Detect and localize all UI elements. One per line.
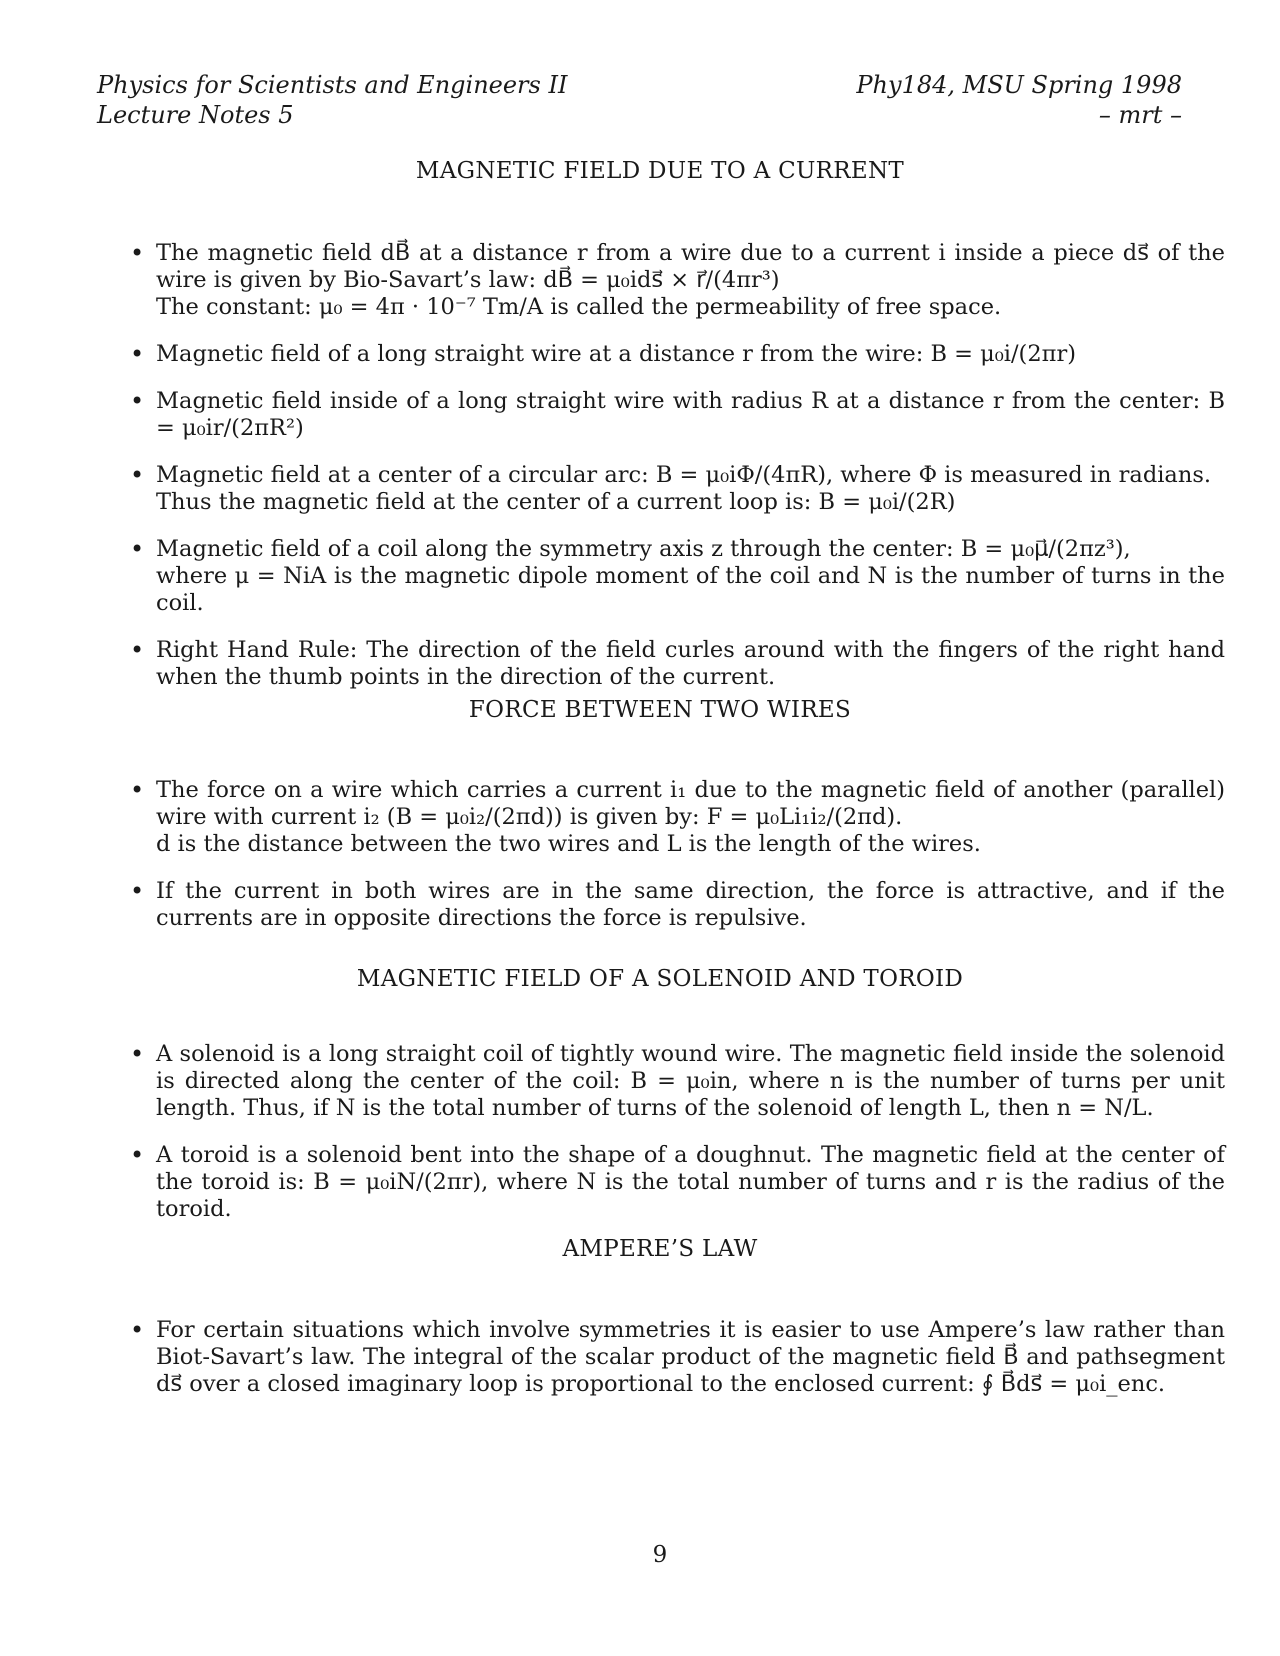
force-formula-text: • The force on a wire which carries a current i₁ due to the magnetic field of another (parallel) wire with current i₂ (B = μ₀i₂/(2πd)) is given by: F = μ₀Li₁i₂/(2πd).	[156, 777, 1225, 830]
list-item	[130, 1142, 1225, 1223]
solenoid-text: A solenoid is a long straight coil of tightly wound wire. The magnetic field inside the solenoid is directed along the center of the coil: B = μ₀in, where n is the number of turns per unit length. Thus, if N is the total number of turns of the solenoid of length L, then n = N/L.	[156, 1041, 1225, 1121]
section-title-force-between-wires: FORCE BETWEEN TWO WIRES	[468, 697, 852, 723]
right-hand-rule-text: Right Hand Rule: The direction of the field curles around with the fingers of the right hand when the thumb points in the direction of the current.	[156, 637, 1225, 690]
header-right	[856, 70, 1182, 130]
inside-wire-text: Magnetic field inside of a long straight wire with radius R at a distance r from the center: B = μ₀ir/(2πR²)	[156, 388, 1225, 441]
list-item	[130, 777, 1225, 858]
bio-savart-text: • The magnetic field dB⃗ at a distance r from a wire due to a current i inside a piece ds⃗ of the wire is given by Bio-Savart’s law: dB⃗ = μ₀ids⃗ × r⃗/(4πr³)	[156, 240, 1225, 293]
toroid-text: A toroid is a solenoid bent into the shape of a doughnut. The magnetic field at the center of the toroid is: B = μ₀iN/(2πr), where N is the total number of turns and r is the radius of the toroid.	[156, 1142, 1225, 1222]
list-item	[130, 388, 1225, 442]
course-title: Physics for Scientists and Engineers II	[97, 71, 568, 99]
header-left	[97, 70, 567, 130]
list-item	[130, 1041, 1225, 1122]
list-item	[130, 341, 1225, 368]
section-list-amperes-law	[130, 1317, 1225, 1418]
section-list-solenoid-toroid	[130, 1041, 1225, 1243]
section-title-amperes-law: AMPERE’S LAW	[562, 1236, 758, 1262]
section-title-solenoid-toroid: MAGNETIC FIELD OF A SOLENOID AND TOROID	[356, 966, 964, 992]
author-initials: – mrt –	[1098, 101, 1182, 129]
force-variables-text: d is the distance between the two wires and L is the length of the wires.	[156, 831, 981, 857]
straight-wire-text: Magnetic field of a long straight wire at a distance r from the wire: B = μ₀i/(2πr)	[156, 341, 1076, 367]
lecture-label: Lecture Notes 5	[97, 101, 294, 129]
list-item	[130, 536, 1225, 617]
list-item	[130, 462, 1225, 516]
section-title-magnetic-field-current: MAGNETIC FIELD DUE TO A CURRENT	[415, 158, 905, 184]
list-item	[130, 240, 1225, 321]
force-direction-text: If the current in both wires are in the same direction, the force is attractive, and if the currents are in opposite directions the force is repulsive.	[156, 878, 1225, 931]
list-item	[130, 637, 1225, 691]
dipole-moment-text: where μ = NiA is the magnetic dipole moment of the coil and N is the number of turns in the coil.	[156, 563, 1225, 616]
course-code: Phy184, MSU Spring 1998	[856, 71, 1182, 99]
section-list-force-between-wires	[130, 777, 1225, 952]
list-item	[130, 878, 1225, 932]
circular-arc-text: • Magnetic field at a center of a circular arc: B = μ₀iΦ/(4πR), where Φ is measured in radians.	[156, 462, 1212, 488]
page-number: 9	[652, 1542, 668, 1568]
current-loop-text: Thus the magnetic field at the center of a current loop is: B = μ₀i/(2R)	[156, 489, 956, 515]
permeability-text: The constant: μ₀ = 4π · 10⁻⁷ Tm/A is called the permeability of free space.	[156, 294, 1002, 320]
amperes-law-text: For certain situations which involve symmetries it is easier to use Ampere’s law rather than Biot-Savart’s law. The integral of the scalar product of the magnetic field B⃗ and pathsegment ds⃗ over a closed imaginary loop is proportional to the enclosed current: ∮ B⃗ds⃗ = μ₀i_enc.	[156, 1317, 1225, 1397]
list-item	[130, 1317, 1225, 1398]
section-list-magnetic-field-current	[130, 240, 1225, 711]
coil-axis-text: • Magnetic field of a coil along the symmetry axis z through the center: B = μ₀μ⃗/(2πz³),	[156, 536, 1131, 562]
